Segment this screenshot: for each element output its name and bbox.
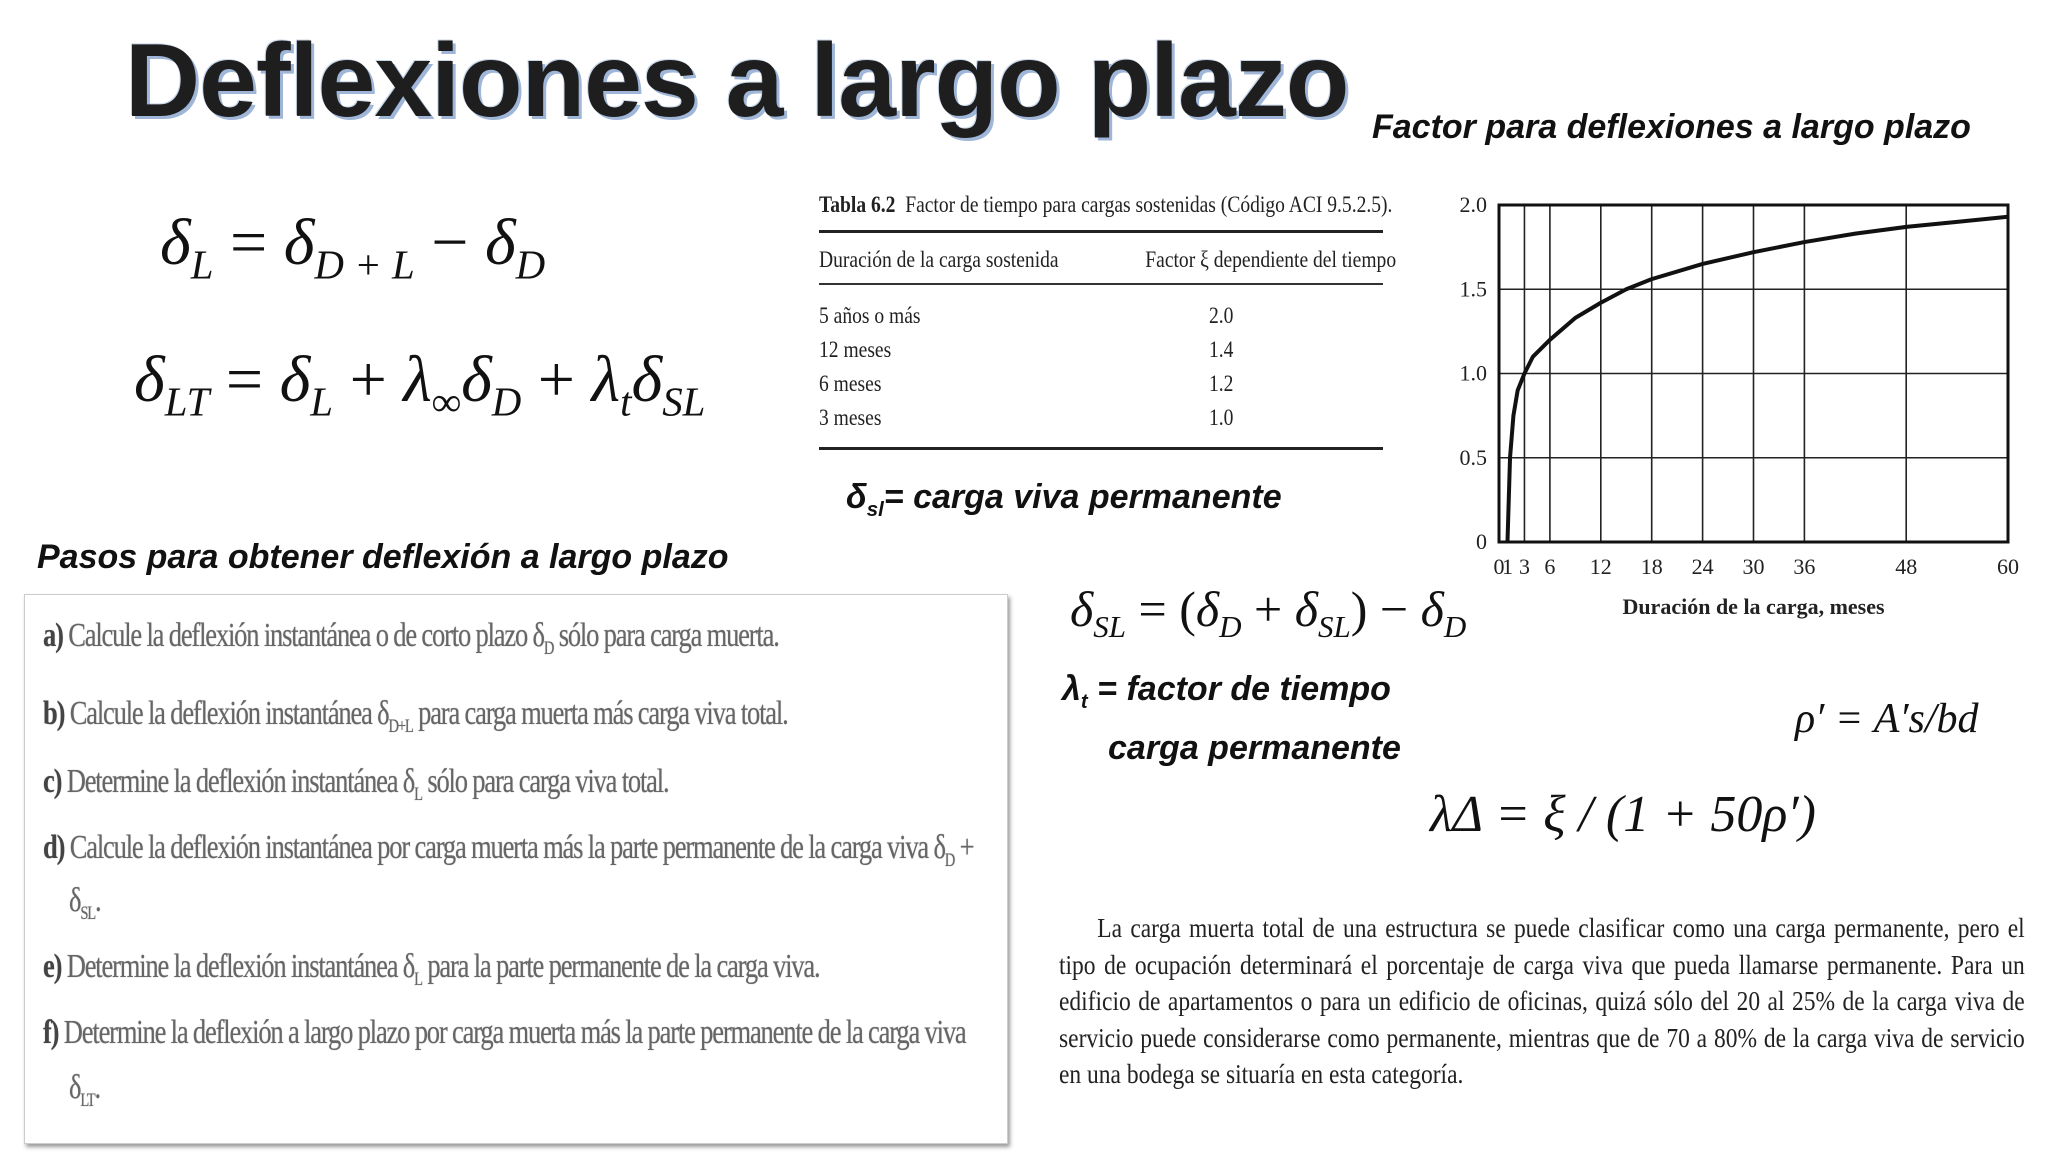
table-row bbox=[819, 401, 1383, 435]
y-tick-label: 1.5 bbox=[1459, 276, 1487, 302]
table-cell-duration: 5 años o más bbox=[819, 303, 921, 328]
step-cont-sub: SL bbox=[80, 902, 96, 924]
x-tick-label: 12 bbox=[1589, 554, 1612, 579]
steps-heading: Pasos para obtener deflexión a largo plazo bbox=[37, 538, 729, 576]
equation-delta-sl: $\delta_{SL} = (\delta_D + \delta_{SL}) - \delta_D$ bbox=[1070, 581, 1467, 644]
step-letter: b) bbox=[43, 695, 65, 732]
x-tick-label: 18 bbox=[1640, 554, 1663, 579]
step-tail: + bbox=[954, 829, 974, 866]
x-tick-label: 36 bbox=[1793, 554, 1816, 579]
step-text: Calcule la deflexión instantánea por carga muerta más la parte permanente de la carga viva δ bbox=[69, 829, 945, 866]
series-line bbox=[1507, 217, 2008, 542]
step-item bbox=[43, 948, 819, 991]
step-cont-symbol: δ bbox=[69, 882, 81, 919]
lambda-sub: t bbox=[1080, 690, 1088, 713]
delta-sub: sl bbox=[866, 498, 884, 521]
x-tick-label: 1 bbox=[1501, 554, 1513, 579]
table-header-duration: Duración de la carga sostenida bbox=[819, 247, 1059, 272]
step-item bbox=[43, 763, 668, 806]
table-row bbox=[819, 367, 1383, 401]
step-text: Determine la deflexión instantánea δ bbox=[66, 948, 415, 985]
table-cell-duration: 12 meses bbox=[819, 337, 892, 362]
table-caption bbox=[819, 192, 1393, 218]
step-sub: D+L bbox=[388, 715, 413, 737]
step-letter: d) bbox=[43, 829, 65, 866]
step-cont-tail: . bbox=[94, 1069, 100, 1106]
step-letter: c) bbox=[43, 763, 62, 800]
step-sub: D bbox=[543, 637, 554, 659]
step-tail: para carga muerta más carga viva total. bbox=[412, 695, 788, 732]
y-tick-label: 1.0 bbox=[1459, 360, 1487, 386]
step-text: Calcule la deflexión instantánea δ bbox=[69, 695, 389, 732]
step-letter: e) bbox=[43, 948, 62, 985]
x-tick-label: 24 bbox=[1691, 554, 1714, 579]
step-tail: sólo para carga viva total. bbox=[421, 763, 669, 800]
y-tick-label: 2.0 bbox=[1459, 192, 1487, 217]
table-cell-duration: 6 meses bbox=[819, 371, 882, 396]
delta-sl-text: = carga viva permanente bbox=[883, 478, 1282, 516]
time-factor-table bbox=[819, 192, 1396, 450]
step-text: Determine la deflexión a largo plazo por carga muerta más la parte permanente de la carga viva bbox=[63, 1014, 966, 1051]
equation-rho: ρ′ = A′s/bd bbox=[1795, 696, 1979, 742]
lambda-symbol: λ bbox=[1062, 670, 1081, 708]
y-tick-label: 0 bbox=[1476, 529, 1487, 554]
equation-lambda-delta: λΔ = ξ / (1 + 50ρ′) bbox=[1430, 786, 1816, 843]
x-tick-label: 48 bbox=[1895, 554, 1918, 579]
y-tick-label: 0.5 bbox=[1459, 444, 1487, 470]
step-text: Determine la deflexión instantánea δ bbox=[66, 763, 415, 800]
table-caption-label: Tabla 6.2 bbox=[819, 192, 896, 217]
equation-delta-lt: $\delta_{LT} = \delta_L + \lambda_\infty\delta_D + \lambda_t\delta_{SL}$ bbox=[134, 343, 706, 425]
step-letter: f) bbox=[43, 1014, 59, 1051]
step-sub: L bbox=[414, 783, 422, 805]
explanation-paragraph: La carga muerta total de una estructura se puede clasificar como una carga permanente, pero el tipo de ocupación determinará el porcentaje de carga viva que pueda llamarse permanente. Para un edificio de apartamentos o para un edificio de oficinas, quizá sólo del 20 al 25% de la carga viva de servicio puede considerarse como permanente, mientras que de 70 a 80% de la carga viva de servicio en una bodega se situaría en esta categoría. bbox=[1059, 913, 2025, 1089]
lambda-t-line2: carga permanente bbox=[1108, 728, 1401, 767]
delta-symbol: δ bbox=[846, 478, 867, 516]
step-text: Calcule la deflexión instantánea o de corto plazo δ bbox=[68, 617, 544, 654]
step-tail: sólo para carga muerta. bbox=[553, 617, 779, 654]
table-caption-text: Factor de tiempo para cargas sostenidas (Código ACI 9.5.2.5). bbox=[905, 192, 1393, 217]
step-sub: L bbox=[414, 968, 422, 990]
table-row bbox=[819, 299, 1383, 333]
equation-delta-l: $\delta_L = \delta_{D + L} - \delta_D$ bbox=[160, 206, 546, 288]
table-row bbox=[819, 333, 1383, 367]
table-rule bbox=[819, 447, 1383, 450]
step-item bbox=[43, 1014, 966, 1057]
step-cont-tail: . bbox=[95, 882, 101, 919]
slide-title: Deflexiones a largo plazo bbox=[125, 23, 1349, 139]
step-tail: para la parte permanente de la carga viva. bbox=[421, 948, 820, 985]
time-factor-chart bbox=[1440, 185, 2040, 625]
table-cell-factor: 1.4 bbox=[1209, 337, 1234, 362]
table-rule bbox=[819, 283, 1383, 285]
step-item bbox=[43, 617, 779, 660]
chart-title: Factor para deflexiones a largo plazo bbox=[1372, 108, 1971, 146]
x-tick-label: 3 bbox=[1518, 554, 1530, 579]
step-cont-symbol: δ bbox=[69, 1069, 81, 1106]
step-letter: a) bbox=[43, 617, 63, 654]
step-item bbox=[43, 695, 788, 738]
table-cell-factor: 2.0 bbox=[1209, 303, 1234, 328]
x-tick-label: 6 bbox=[1544, 554, 1556, 579]
step-continuation bbox=[69, 882, 100, 925]
steps-box bbox=[24, 594, 1008, 1144]
delta-sl-definition bbox=[846, 478, 1282, 522]
lambda-t-definition bbox=[1062, 666, 1401, 771]
table-cell-factor: 1.2 bbox=[1209, 371, 1234, 396]
x-tick-label: 30 bbox=[1742, 554, 1765, 579]
step-item bbox=[43, 829, 973, 872]
table-cell-factor: 1.0 bbox=[1209, 405, 1234, 430]
x-axis-label: Duración de la carga, meses bbox=[1622, 594, 1885, 619]
step-sub: D bbox=[944, 849, 955, 871]
x-tick-label: 60 bbox=[1997, 554, 2019, 579]
step-cont-sub: LT bbox=[80, 1089, 95, 1111]
step-continuation bbox=[69, 1069, 100, 1112]
table-cell-duration: 3 meses bbox=[819, 405, 882, 430]
x-tick-label: 0 bbox=[1493, 554, 1505, 579]
table-header-factor: Factor ξ dependiente del tiempo bbox=[1145, 247, 1396, 272]
lambda-t-line1: = factor de tiempo bbox=[1087, 670, 1391, 708]
table-rule bbox=[819, 230, 1383, 233]
